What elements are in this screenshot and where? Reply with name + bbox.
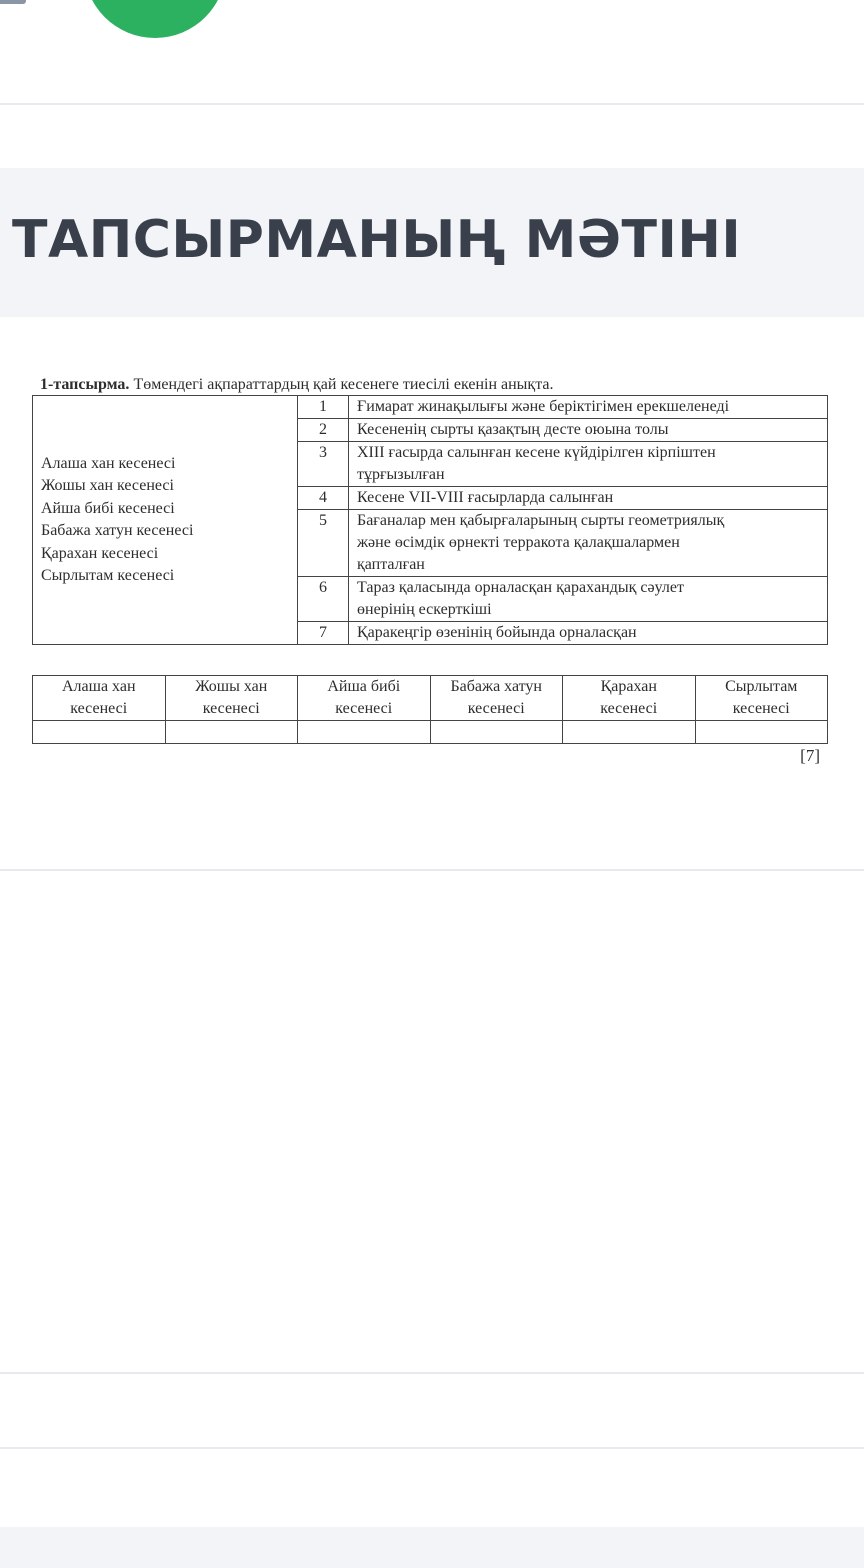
fact-number: 3: [298, 442, 349, 487]
answer-cell: [165, 721, 298, 744]
fact-row: [33, 396, 828, 419]
fact-text: [349, 419, 828, 442]
answer-header-line: Жошы хан: [195, 678, 268, 695]
mausoleum-list: [33, 396, 298, 645]
task-instruction: Төмендегі ақпараттардың қай кесенеге тиесілі екенін анықта.: [129, 376, 554, 393]
fact-line: тұрғызылған: [357, 466, 445, 483]
fact-line: Қаракеңгір өзенінің бойында орналасқан: [357, 624, 637, 641]
fact-line: Бағаналар мен қабырғаларының сырты геометриялық: [357, 512, 725, 529]
answer-blank-row: [33, 721, 828, 744]
mausoleum-name: Алаша хан кесенесі: [41, 454, 176, 472]
divider: [0, 869, 864, 871]
answer-header-line: кесенесі: [600, 700, 658, 717]
fact-number: 6: [298, 577, 349, 622]
fact-line: және өсімдік өрнекті терракота қалақшалармен: [357, 534, 680, 551]
answer-header-line: Алаша хан: [61, 678, 136, 695]
mausoleum-name: Бабажа хатун кесенесі: [41, 522, 194, 539]
fact-line: Кесене VII-VIII ғасырларда салынған: [357, 489, 614, 506]
fact-line: XIII ғасырда салынған кесене күйдірілген кірпіштен: [357, 444, 716, 461]
answer-header-line: Қарахан: [600, 678, 657, 695]
answer-cell: [33, 721, 166, 744]
top-toolbar-button[interactable]: [0, 0, 26, 4]
fact-number: 4: [298, 487, 349, 510]
answer-header-cell: [695, 676, 828, 721]
fact-number: 5: [298, 510, 349, 577]
answer-cell: [563, 721, 696, 744]
answer-header-line: Бабажа хатун: [450, 678, 542, 695]
mausoleum-name: Айша бибі кесенесі: [41, 499, 175, 517]
answer-header-line: Айша бибі: [327, 678, 401, 695]
score: [7]: [800, 746, 820, 765]
answer-header-line: кесенесі: [335, 700, 393, 717]
answer-header-row: [33, 676, 828, 721]
fact-line: қапталған: [357, 556, 425, 573]
matching-table: [32, 395, 828, 645]
task-image: [32, 375, 832, 766]
fact-line: Ғимарат жинақылығы және беріктігімен ерекшеленеді: [357, 398, 730, 415]
answer-header-line: кесенесі: [732, 700, 790, 717]
divider: [0, 1447, 864, 1449]
avatar[interactable]: [84, 0, 226, 38]
fact-number: 1: [298, 396, 349, 419]
divider: [0, 103, 864, 105]
divider: [0, 1372, 864, 1374]
bottom-bar: [0, 1527, 864, 1568]
mausoleum-name: Қарахан кесенесі: [41, 544, 159, 562]
mausoleum-name: Сырлытам кесенесі: [41, 567, 175, 584]
answer-cell: [298, 721, 431, 744]
answer-header-cell: [33, 676, 166, 721]
answer-header-line: Сырлытам: [725, 678, 798, 695]
answer-header-line: кесенесі: [202, 700, 260, 717]
answer-cell: [430, 721, 563, 744]
fact-line: өнерінің ескерткіші: [357, 601, 492, 618]
answer-cell: [695, 721, 828, 744]
fact-number: 7: [298, 622, 349, 645]
answer-header-line: кесенесі: [467, 700, 525, 717]
fact-text: [349, 622, 828, 645]
mausoleum-name: Жошы хан кесенесі: [41, 477, 174, 494]
fact-text: [349, 510, 828, 577]
fact-line: Кесененің сырты қазақтың десте оюына толы: [357, 421, 669, 438]
fact-line: Тараз қаласында орналасқан қараxандық сәулет: [357, 579, 684, 596]
task-label: 1-тапсырма.: [40, 376, 130, 393]
answer-header-line: кесенесі: [70, 700, 128, 717]
fact-text: [349, 487, 828, 510]
fact-text: [349, 577, 828, 622]
answer-table: [32, 675, 828, 744]
fact-text: [349, 442, 828, 487]
answer-header-cell: [165, 676, 298, 721]
fact-text: [349, 396, 828, 419]
task-heading: [40, 375, 832, 395]
fact-number: 2: [298, 419, 349, 442]
answer-header-cell: [430, 676, 563, 721]
page-title: ТАПСЫРМАНЫҢ МӘТІНІ: [12, 210, 742, 270]
answer-header-cell: [298, 676, 431, 721]
answer-header-cell: [563, 676, 696, 721]
